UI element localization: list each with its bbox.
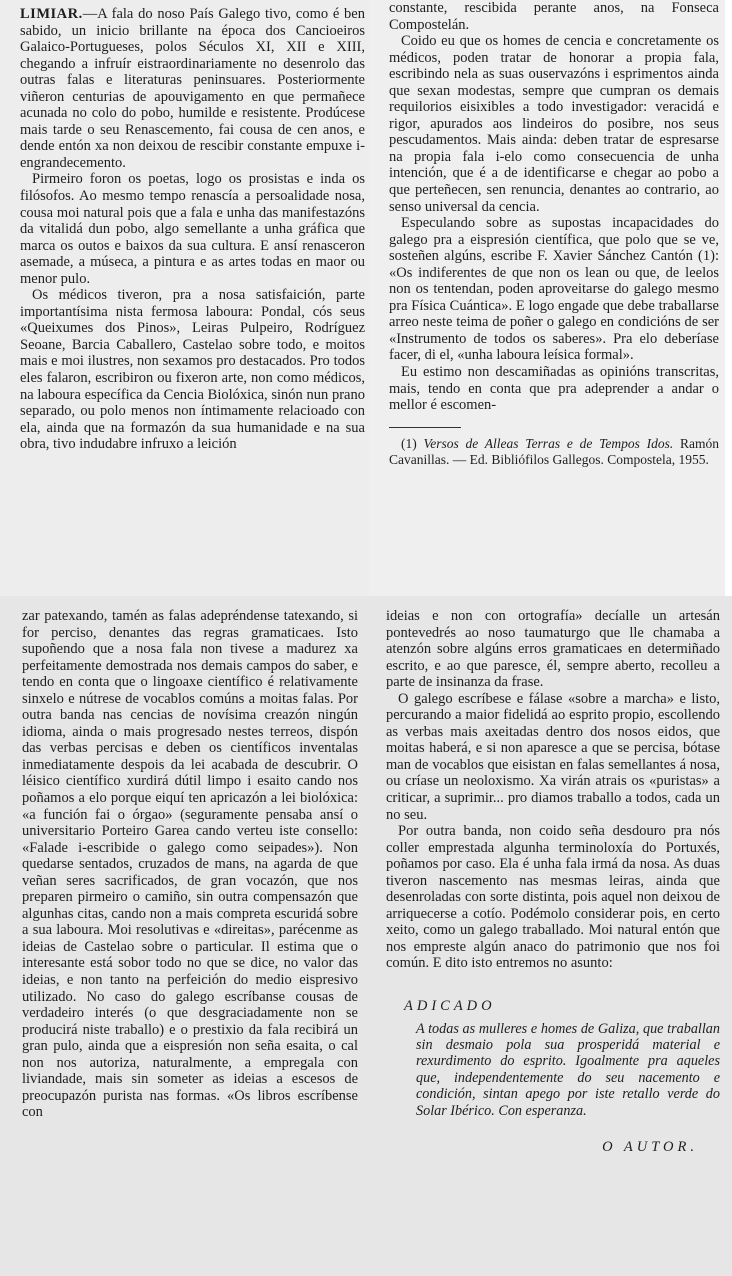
column-text — [386, 608, 720, 1156]
bottom-right-column — [372, 596, 732, 1276]
author-signature: O AUTOR. — [602, 1139, 698, 1156]
paragraph: ideias e non con ortografía» decíalle un artesán pontevedrés ao noso taumaturgo que lle chamaba a atenzón sobre algúns erros gramaticaes en determiñado escrito, e ao que paresce, él, sempre aberto, recolleu a parte de insinanza da frase. — [386, 608, 720, 691]
dedication-text: A todas as mulleres e homes de Galiza, que traballan sin desmaio pola sua prosperidá material e rexurdimento do esprito. Igoalmente pra aqueles que, independentemente do seu nacemento e condición, sintan apego por iste retallo verde do Solar Ibérico. Con esperanza. — [416, 1020, 720, 1119]
top-left-column — [0, 0, 369, 596]
paragraph: Pirmeiro foron os poetas, logo os prosistas e inda os filósofos. Ao mesmo tempo renascía a persoalidade nosa, cousa moi natural pois que a fala e unha das manifestazóns da vitalidá dun pobo, algo semellante a unha gráfica que marca os outos e baixos da sua cultura. E ansí renasceron asemade, a músecа, a pintura e as artes todas en maor ou menor pulo. — [20, 171, 365, 287]
paragraph: Coido eu que os homes de cencia e concretamente os médicos, poden tratar de honorar a propia fala, escribindo nela as suas ouservazóns i esprimentos ainda que sexan modestas, sempre que cumpran os demais requilorios eisixibles a todo investigador: veracidá e rigor, apurados aos lindeiros do posibre, nos seus pescudamentos. Mais ainda: deben tratar de espresarse na propia fala i-elo como consecuencia de unha intención, que é a de identificarse e chegar ao pobo a que perteñecen, sen renuncia, denantes ao contrario, ao senso universal da cencia. — [389, 33, 719, 215]
bottom-left-column — [0, 596, 372, 1276]
paragraph: Especulando sobre as supostas incapacidades do galego pra a eispresión científica, que polo que se ve, sosteñen algúns, escribe F. Xavier Sánchez Cantón (1): «Os indiferentes de que non os lean ou que, de leelos non os tentendan, poden aproveitarse do galego mesmo pra Física Cuántica». E logo engade que debe traballarse arreo neste teima de poñer o galego en condicións de ser «Instrumento de todos os saberes». Pra elo deberíase facer, di el, «unha laboura leísica formal». — [389, 215, 719, 364]
column-text — [20, 6, 365, 453]
paragraph: O galego escríbese e fálase «sobre a marcha» e listo, percurando a maior fidelidá ao esprito propio, escollendo as verbas mais axeitadas dentro dos nosos eidos, que moitas haberá, e si non aparesce a que se percisa, bótase man de vocablos que eisistan en falas semellantes á nosa, ou críase un neoloxismo. Xa virán atrais os «puristas» a criticar, a suprimir... pro diamos traballo a todos, cada un no seu. — [386, 690, 720, 823]
dedication-title: ADICADO — [404, 998, 496, 1015]
column-text — [389, 0, 719, 468]
footnote — [389, 436, 719, 468]
paragraph: zar patexando, tamén as falas adepréndense tatexando, si for perciso, denantes das regras gramaticaes. Isto supoñendo que a nosa fala non tivese a madurez xa perfeitamente demostrada nos demais campos do saber, e tendo en conta que o lingoaxe científico é relativamente sinxelo e nútrese de vocablos comúns a moitas falas. Por outra banda nas cencias de novísima creazón ningún idioma, ainda o mais progresado nestes terreos, dispón das verbas percisas e deben os científicos inventalas inmediatamente despois da lei acabada de descubrir. O léisico científico xurdirá dútil limpo i esaito cando nos poñamos a elo porque eiquí ten apricazón a lei biolóxica: «a función fai o órgao» (seguramente pensaba ansí o universitario Porteiro Garea cando verteu iste consello: «Falade i-escribide o galego como seipades»). Non quedarse sentados, cruzados de mans, na agarda de que veñan seres sacrificados, de gran vocazón, que nos preparen pirmeiro o camiño, sin outra compensazón que algunhas citas, cando non a mais compreta escuridá sobre a sua laboura. Moi resolutivas e «direitas», parécenme as ideias de Castelao sobre o particular. Il estima que o interesante está sobor todo no que se dice, no valor das ideias, e non tanto na perfeición do medio eispresivo utilizado. No caso do galego escríbanse cousas de verdadeiro interés (o que desgraciadamente non se producirá niste traballo) e o prestixio da fala recibirá un gran pulo, ainda que a eispresión non seña esaita, o cal non nos autoriza, naturalmente, a empregala con liviandade, mais sin someter as ideias a escesos de preocupazón purista nas formas. «Os libros escríbense con — [22, 608, 358, 1121]
footnote-text: Ramón Cavanillas. — Ed. Bibliófilos Gallegos. Compostela, 1955. — [389, 435, 720, 467]
bottom-page — [0, 596, 732, 1276]
column-text — [22, 608, 358, 1121]
footnote-divider — [389, 427, 461, 428]
paragraph-text: —A fala do noso País Galego tivo, como é ben sabido, un inicio brillante na época dos Cancioeiros Galaico-Portugueses, polos Séculos XI, XII e XIII, chegando a infruír eistraordinariamente no desenrolo das outras falas e literaturas peninsuares. Posteriormente viñeron centurias de apouvigamento en que permañece acunada no colo do pobo, humilde e resistente. Prodúcese mais tarde o seu Renascemento, fai cousa de cen anos, e dende entón xa non deixou de rescibir constante empuxe i-engrandecemento. — [20, 6, 365, 171]
paragraph: Os médicos tiveron, pra a nosa satisfaición, parte importantísima nista fermosa laboura: Pondal, cós seus «Queixumes dos Pinos», Leiras Pulpeiro, Rodríguez Seoane, Barcia Caballero, Castelao sobre todo, e moitos mais e moi ilustres, non sexamos pro destacados. Pro todos eles falaron, escribiron ou fixeron arte, non como médicos, na laboura específica da Cencia Biolóxica, sinón nun prano separado, ou polo menos non íntimamente relacioado con ela, ainda que na formazón da sua humanidade e na sua obra, tivo indudabre infruxo a leición — [20, 287, 365, 453]
top-right-column — [369, 0, 725, 596]
section-lead: LIMIAR. — [20, 6, 83, 22]
paragraph: Eu estimo non descamiñadas as opinións transcritas, mais, tendo en conta que pra adeprender a andar o mellor é escomen- — [389, 364, 719, 414]
paragraph-intro — [20, 6, 365, 171]
footnote-title: Versos de Alleas Terras e de Tempos Idos. — [423, 435, 674, 451]
footnote-number: (1) — [401, 435, 417, 451]
paragraph: Por outra banda, non coido seña desdouro pra nós coller emprestada algunha terminoloxía do Portuxés, poñamos por caso. Ela é unha fala irmá da nosa. As duas tiveron nascemento nas mesmas leiras, ainda que desenroladas con sorte distinta, pois aquel non deixou de arriquecerse a cotío. Podémolo considerar pois, en certo xeito, como un galego traballado. Moi natural entón que nos empreste algún anaco do patrimonio que nos foi común. E dito isto entremos no asunto: — [386, 823, 720, 972]
paragraph: constante, rescibida perante anos, na Fonseca Compostelán. — [389, 0, 719, 33]
